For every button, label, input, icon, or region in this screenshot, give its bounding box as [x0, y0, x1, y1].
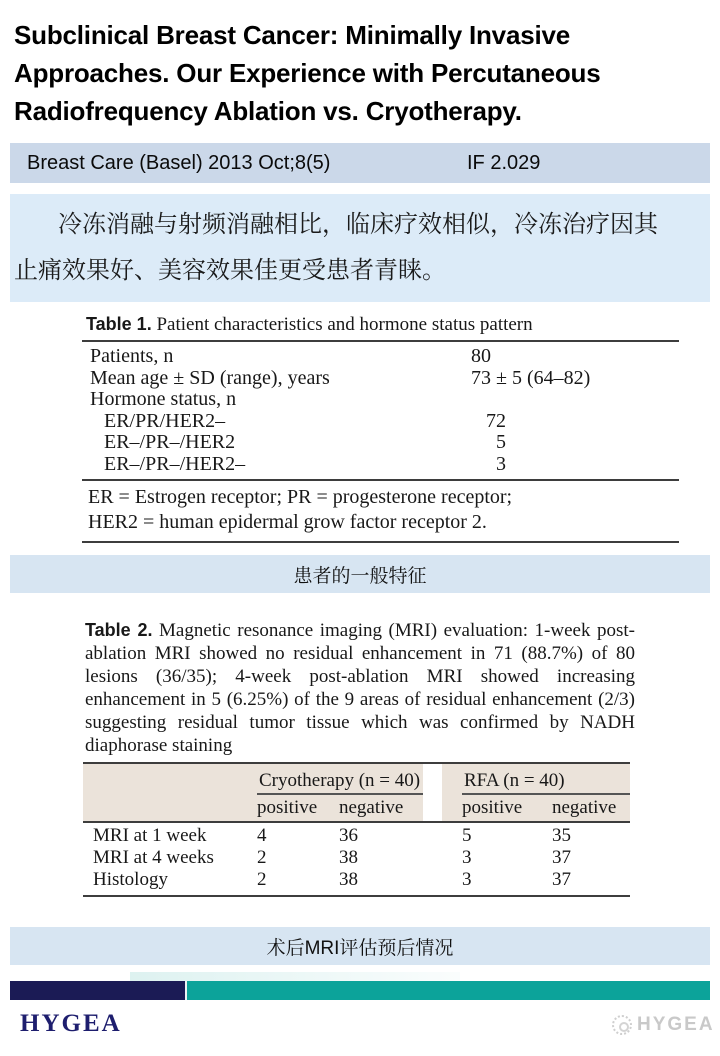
table-row: Patients, n 80 — [90, 345, 491, 367]
table-row: MRI at 1 week 4 36 5 35 — [93, 825, 571, 846]
table2 — [83, 762, 630, 897]
table2-bottom-rule — [83, 895, 630, 897]
table-row: ER–/PR–/HER2 5 — [104, 431, 506, 453]
table2-group-cryotherapy: Cryotherapy (n = 40) — [257, 770, 423, 795]
table-row: ER/PR/HER2– 72 — [104, 409, 506, 432]
table2-caption-text: Magnetic resonance imaging (MRI) evaluation: 1-week post-ablation MRI showed no residual enhancement in 71 (88.7%) of 80 lesions (36/35); 4-week post-ablation MRI showed increasing enhancement in 5 (6.25%) of the 9 areas of residual enhancement (2/3) suggesting residual tumor tissue which was confirmed by NADH diaphorase staining — [85, 620, 635, 756]
page-title: Subclinical Breast Cancer: Minimally Invasive Approaches. Our Experience with Percutaneous Radiofrequency Ablation vs. Cryotherapy. — [14, 20, 601, 126]
table-row: Histology 2 38 3 37 — [93, 869, 571, 890]
footer-bar-teal-segment — [185, 981, 710, 1000]
journal-citation: Breast Care (Basel) 2013 Oct;8(5) — [27, 151, 331, 174]
journal-citation-bar — [10, 143, 710, 183]
table2-subheader: positive — [462, 797, 523, 818]
table-row: Hormone status, n — [90, 388, 237, 410]
table2-body — [83, 823, 630, 895]
caption-bar-table1-text: 患者的一般特征 — [293, 565, 427, 587]
table2-group-rfa: RFA (n = 40) — [462, 770, 630, 795]
footer-bar-highlight — [130, 972, 460, 981]
footer-divider-bar — [10, 981, 710, 1000]
summary-box — [10, 194, 710, 302]
table2-subheader: positive — [257, 797, 318, 818]
table1 — [82, 312, 679, 543]
caption-bar-table2 — [10, 927, 710, 965]
watermark — [612, 1014, 715, 1036]
caption-bar-table2-text: 术后MRI评估预后情况 — [266, 937, 454, 959]
impact-factor: IF 2.029 — [467, 151, 541, 174]
summary-text: 冷冻消融与射频消融相比，临床疗效相似，冷冻治疗因其止痛效果好、美容效果佳更受患者青睐。 — [14, 211, 658, 284]
table2-group-row — [83, 764, 630, 795]
brand-logo-text: HYGEA — [20, 1010, 122, 1037]
caption-bar-table1 — [10, 555, 710, 593]
table1-footnote-line1: ER = Estrogen receptor; PR = progesterone receptor; — [88, 486, 513, 508]
table2-header — [83, 764, 630, 821]
footer-bar-navy-segment — [10, 981, 185, 1000]
table-row: Mean age ± SD (range), years 73 ± 5 (64–82) — [90, 366, 591, 389]
table2-subheader-row — [83, 795, 630, 821]
table-row: ER–/PR–/HER2– 3 — [104, 452, 506, 475]
table-row: MRI at 4 weeks 2 38 3 37 — [93, 847, 571, 868]
table2-subheader: negative — [552, 797, 617, 818]
watermark-text: HYGEA — [637, 1014, 715, 1035]
table2-caption — [85, 619, 635, 757]
table1-caption — [82, 312, 679, 340]
table1-bottom-rule — [82, 541, 679, 543]
table1-footnote — [82, 481, 679, 541]
table2-subheader: negative — [339, 797, 404, 818]
table1-caption-text: Patient characteristics and hormone status pattern — [151, 314, 533, 335]
table1-rows — [82, 342, 679, 479]
table1-label: Table 1. — [86, 314, 152, 334]
table2-label: Table 2. — [85, 620, 153, 640]
table1-footnote-line2: HER2 = human epidermal grow factor receptor 2. — [88, 511, 487, 533]
hygea-logo-icon — [612, 1015, 632, 1035]
